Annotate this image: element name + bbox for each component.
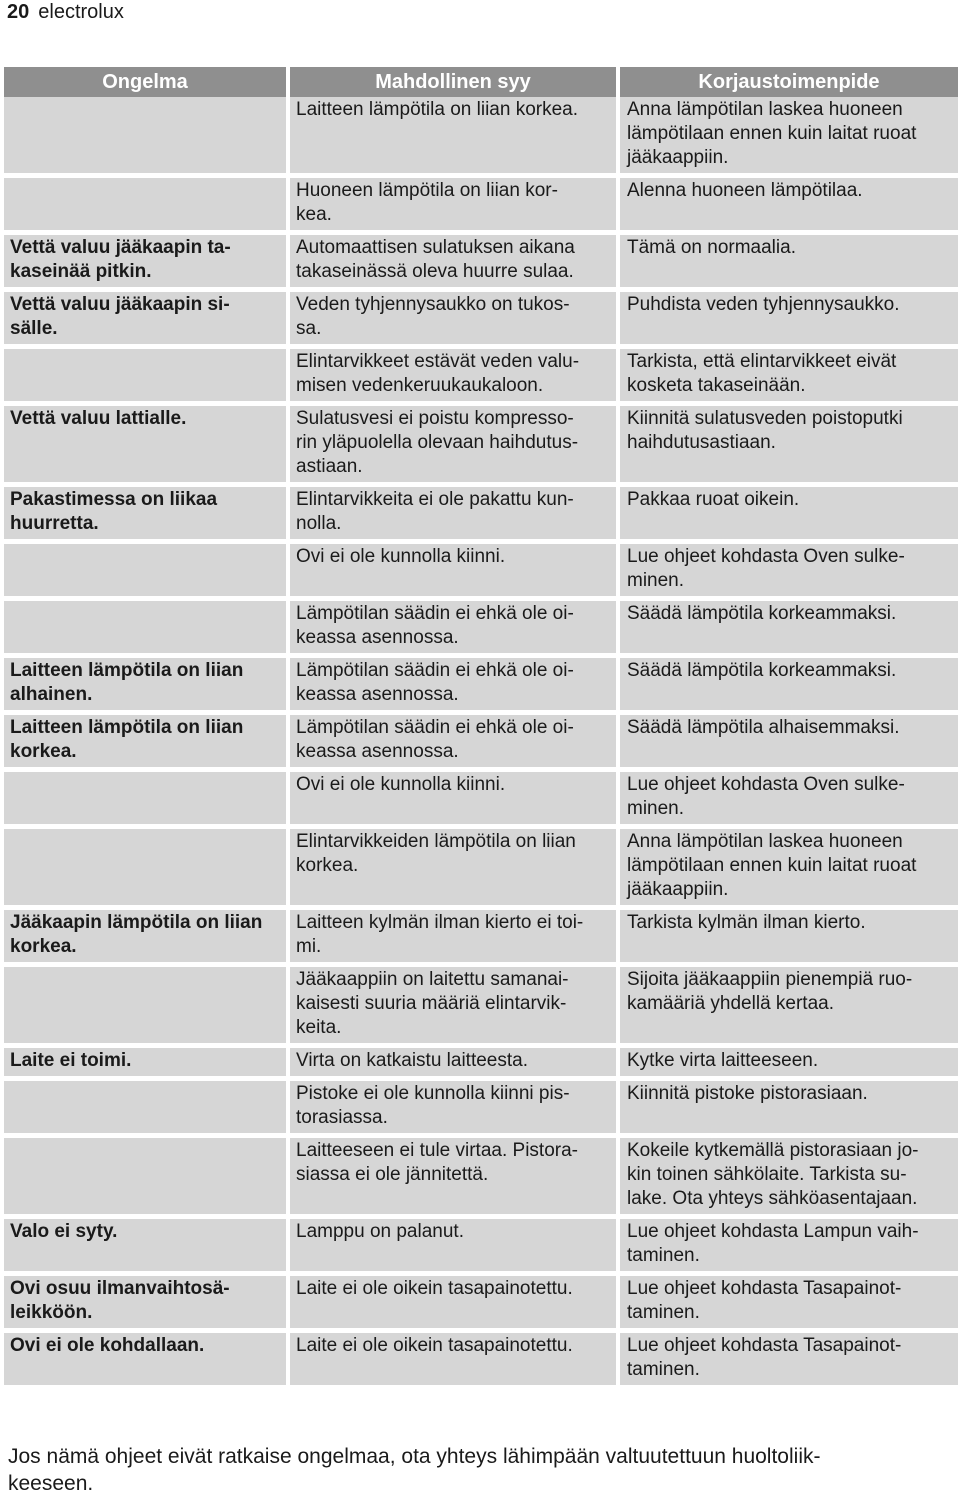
problem-cell: Laitteen lämpötila on liian alhainen. xyxy=(4,656,288,713)
table-body xyxy=(4,97,958,1388)
solution-cell: Anna lämpötilan laskea huoneen lämpötilaan ennen kuin laitat ruoat jääkaappiin. xyxy=(618,97,958,176)
problem-cell xyxy=(4,827,288,908)
problem-cell xyxy=(4,176,288,233)
problem-cell: Jääkaapin lämpötila on liian korkea. xyxy=(4,908,288,965)
page-header xyxy=(7,1,124,23)
problem-cell: Laite ei toimi. xyxy=(4,1046,288,1079)
solution-cell: Tarkista, että elintarvikkeet eivät kosketa takaseinään. xyxy=(618,347,958,404)
cause-cell: Elintarvikkeet estävät veden valu- misen vedenkeruukaukaloon. xyxy=(288,347,618,404)
table-row xyxy=(4,770,958,827)
solution-cell: Tämä on normaalia. xyxy=(618,233,958,290)
cause-cell: Huoneen lämpötila on liian kor- kea. xyxy=(288,176,618,233)
troubleshooting-table-container xyxy=(4,67,958,1390)
cause-cell: Lamppu on palanut. xyxy=(288,1217,618,1274)
table-row xyxy=(4,97,958,176)
problem-cell: Vettä valuu jääkaapin si- sälle. xyxy=(4,290,288,347)
cause-cell: Veden tyhjennysaukko on tukos- sa. xyxy=(288,290,618,347)
cause-cell: Laitteeseen ei tule virtaa. Pistora- siassa ei ole jännitettä. xyxy=(288,1136,618,1217)
cause-cell: Virta on katkaistu laitteesta. xyxy=(288,1046,618,1079)
problem-cell xyxy=(4,347,288,404)
table-row xyxy=(4,827,958,908)
cause-cell: Laite ei ole oikein tasapainotettu. xyxy=(288,1274,618,1331)
table-row xyxy=(4,965,958,1046)
cause-cell: Elintarvikkeita ei ole pakattu kun- nolla. xyxy=(288,485,618,542)
table-row xyxy=(4,1136,958,1217)
cause-cell: Ovi ei ole kunnolla kiinni. xyxy=(288,542,618,599)
table-row xyxy=(4,908,958,965)
column-header-cause: Mahdollinen syy xyxy=(288,67,618,97)
cause-cell: Automaattisen sulatuksen aikana takaseinässä oleva huurre sulaa. xyxy=(288,233,618,290)
problem-cell xyxy=(4,770,288,827)
table-row xyxy=(4,599,958,656)
cause-cell: Laitteen lämpötila on liian korkea. xyxy=(288,97,618,176)
table-row xyxy=(4,1217,958,1274)
table-row xyxy=(4,347,958,404)
brand-name: electrolux xyxy=(38,1,124,23)
solution-cell: Kokeile kytkemällä pistorasiaan jo- kin toinen sähkölaite. Tarkista su- lake. Ota yhteys sähköasentajaan. xyxy=(618,1136,958,1217)
cause-cell: Pistoke ei ole kunnolla kiinni pis- torasiassa. xyxy=(288,1079,618,1136)
table-row xyxy=(4,656,958,713)
solution-cell: Tarkista kylmän ilman kierto. xyxy=(618,908,958,965)
table-header-row xyxy=(4,67,958,97)
table-row xyxy=(4,1331,958,1388)
table-row xyxy=(4,1274,958,1331)
cause-cell: Elintarvikkeiden lämpötila on liian korkea. xyxy=(288,827,618,908)
cause-cell: Ovi ei ole kunnolla kiinni. xyxy=(288,770,618,827)
solution-cell: Säädä lämpötila alhaisemmaksi. xyxy=(618,713,958,770)
solution-cell: Pakkaa ruoat oikein. xyxy=(618,485,958,542)
column-header-problem: Ongelma xyxy=(4,67,288,97)
table-row xyxy=(4,1046,958,1079)
table-row xyxy=(4,233,958,290)
footer-note: Jos nämä ohjeet eivät ratkaise ongelmaa, ota yhteys lähimpään valtuutettuun huoltoliik- keeseen. xyxy=(8,1445,821,1495)
problem-cell: Vettä valuu jääkaapin ta- kaseinää pitkin. xyxy=(4,233,288,290)
cause-cell: Laitteen kylmän ilman kierto ei toi- mi. xyxy=(288,908,618,965)
solution-cell: Lue ohjeet kohdasta Oven sulke- minen. xyxy=(618,770,958,827)
solution-cell: Kytke virta laitteeseen. xyxy=(618,1046,958,1079)
table-row xyxy=(4,176,958,233)
table-row xyxy=(4,290,958,347)
problem-cell: Vettä valuu lattialle. xyxy=(4,404,288,485)
problem-cell xyxy=(4,542,288,599)
problem-cell: Valo ei syty. xyxy=(4,1217,288,1274)
page-number: 20 xyxy=(7,1,30,23)
solution-cell: Säädä lämpötila korkeammaksi. xyxy=(618,599,958,656)
troubleshooting-table xyxy=(4,67,958,1390)
cause-cell: Laite ei ole oikein tasapainotettu. xyxy=(288,1331,618,1388)
problem-cell: Pakastimessa on liikaa huurretta. xyxy=(4,485,288,542)
solution-cell: Anna lämpötilan laskea huoneen lämpötilaan ennen kuin laitat ruoat jääkaappiin. xyxy=(618,827,958,908)
table-row xyxy=(4,1079,958,1136)
solution-cell: Lue ohjeet kohdasta Lampun vaih- taminen. xyxy=(618,1217,958,1274)
table-row xyxy=(4,404,958,485)
solution-cell: Kiinnitä pistoke pistorasiaan. xyxy=(618,1079,958,1136)
solution-cell: Kiinnitä sulatusveden poistoputki haihdutusastiaan. xyxy=(618,404,958,485)
cause-cell: Lämpötilan säädin ei ehkä ole oi- keassa asennossa. xyxy=(288,599,618,656)
problem-cell: Ovi osuu ilmanvaihtosä- leikköön. xyxy=(4,1274,288,1331)
problem-cell: Laitteen lämpötila on liian korkea. xyxy=(4,713,288,770)
cause-cell: Jääkaappiin on laitettu samanai- kaisesti suuria määriä elintarvik- keita. xyxy=(288,965,618,1046)
solution-cell: Lue ohjeet kohdasta Tasapainot- taminen. xyxy=(618,1274,958,1331)
problem-cell xyxy=(4,1079,288,1136)
solution-cell: Säädä lämpötila korkeammaksi. xyxy=(618,656,958,713)
solution-cell: Puhdista veden tyhjennysaukko. xyxy=(618,290,958,347)
table-row xyxy=(4,542,958,599)
problem-cell xyxy=(4,97,288,176)
problem-cell xyxy=(4,1136,288,1217)
column-header-solution: Korjaustoimenpide xyxy=(618,67,958,97)
solution-cell: Lue ohjeet kohdasta Oven sulke- minen. xyxy=(618,542,958,599)
solution-cell: Sijoita jääkaappiin pienempiä ruo- kamääriä yhdellä kertaa. xyxy=(618,965,958,1046)
table-row xyxy=(4,713,958,770)
cause-cell: Sulatusvesi ei poistu kompresso- rin yläpuolella olevaan haihdutus- astiaan. xyxy=(288,404,618,485)
solution-cell: Alenna huoneen lämpötilaa. xyxy=(618,176,958,233)
problem-cell: Ovi ei ole kohdallaan. xyxy=(4,1331,288,1388)
cause-cell: Lämpötilan säädin ei ehkä ole oi- keassa asennossa. xyxy=(288,656,618,713)
problem-cell xyxy=(4,965,288,1046)
cause-cell: Lämpötilan säädin ei ehkä ole oi- keassa asennossa. xyxy=(288,713,618,770)
solution-cell: Lue ohjeet kohdasta Tasapainot- taminen. xyxy=(618,1331,958,1388)
table-row xyxy=(4,485,958,542)
problem-cell xyxy=(4,599,288,656)
